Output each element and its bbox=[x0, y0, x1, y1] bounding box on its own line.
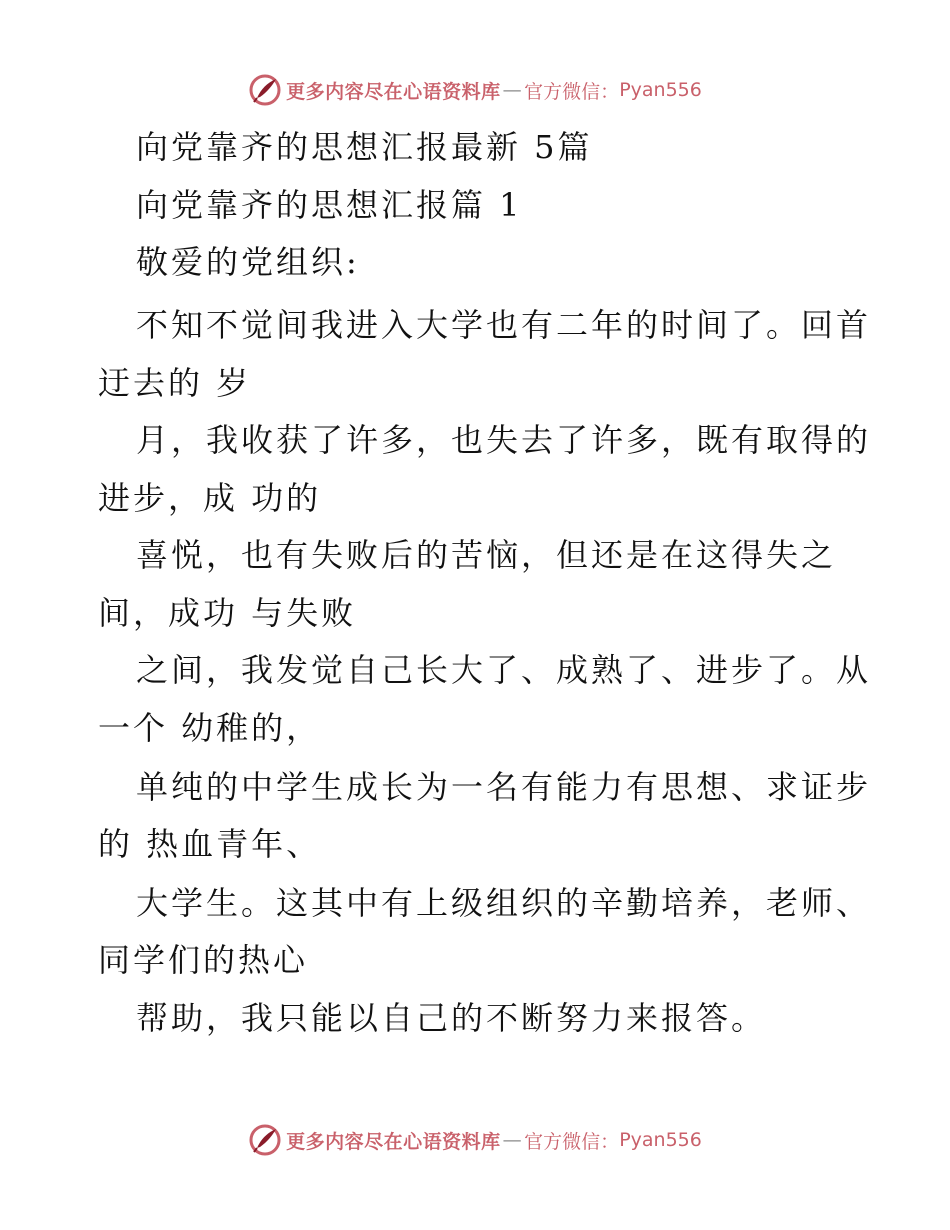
paragraph-line: 喜悦，也有失败后的苦恼，但还是在这得失之 bbox=[136, 536, 837, 574]
document-title: 向党靠齐的思想汇报最新 5篇 bbox=[136, 128, 593, 166]
banner-wechat-label: 官方微信： bbox=[524, 1130, 620, 1153]
paragraph-line: 大学生。这其中有上级组织的辛勤培养，老师、 bbox=[136, 884, 872, 922]
paragraph-line: 单纯的中学生成长为一名有能力有思想、求证步 bbox=[136, 768, 872, 806]
banner-wechat-id: Pyan556 bbox=[619, 1129, 702, 1151]
banner-wechat-label: 官方微信： bbox=[524, 80, 620, 103]
paragraph-line: 进步，成 功的 bbox=[98, 479, 322, 517]
paragraph-line: 迂去的 岁 bbox=[98, 364, 252, 402]
header-banner bbox=[0, 70, 950, 110]
salutation: 敬爱的党组织: bbox=[136, 243, 360, 281]
banner-main-text: 更多内容尽在心语资料库 bbox=[286, 1130, 501, 1153]
footer-banner bbox=[0, 1120, 950, 1160]
paragraph-line: 之间，我发觉自己长大了、成熟了、进步了。从 bbox=[136, 651, 872, 689]
paragraph-line: 月，我收获了许多，也失去了许多，既有取得的 bbox=[136, 421, 872, 459]
quill-circle-logo-icon bbox=[248, 1123, 282, 1157]
banner-wechat-id: Pyan556 bbox=[619, 79, 702, 101]
paragraph-line: 不知不觉间我进入大学也有二年的时间了。回首 bbox=[136, 306, 872, 344]
banner-separator: — bbox=[502, 79, 523, 101]
document-subtitle: 向党靠齐的思想汇报篇 1 bbox=[136, 186, 523, 224]
banner-separator: — bbox=[502, 1129, 523, 1151]
paragraph-line: 同学们的热心 bbox=[98, 941, 309, 979]
paragraph-line: 帮助，我只能以自己的不断努力来报答。 bbox=[136, 999, 767, 1037]
paragraph-line: 一个 幼稚的， bbox=[98, 709, 322, 747]
paragraph-line: 的 热血青年、 bbox=[98, 825, 322, 863]
banner-main-text: 更多内容尽在心语资料库 bbox=[286, 80, 501, 103]
paragraph-line: 间，成功 与失败 bbox=[98, 594, 357, 632]
quill-circle-logo-icon bbox=[248, 73, 282, 107]
